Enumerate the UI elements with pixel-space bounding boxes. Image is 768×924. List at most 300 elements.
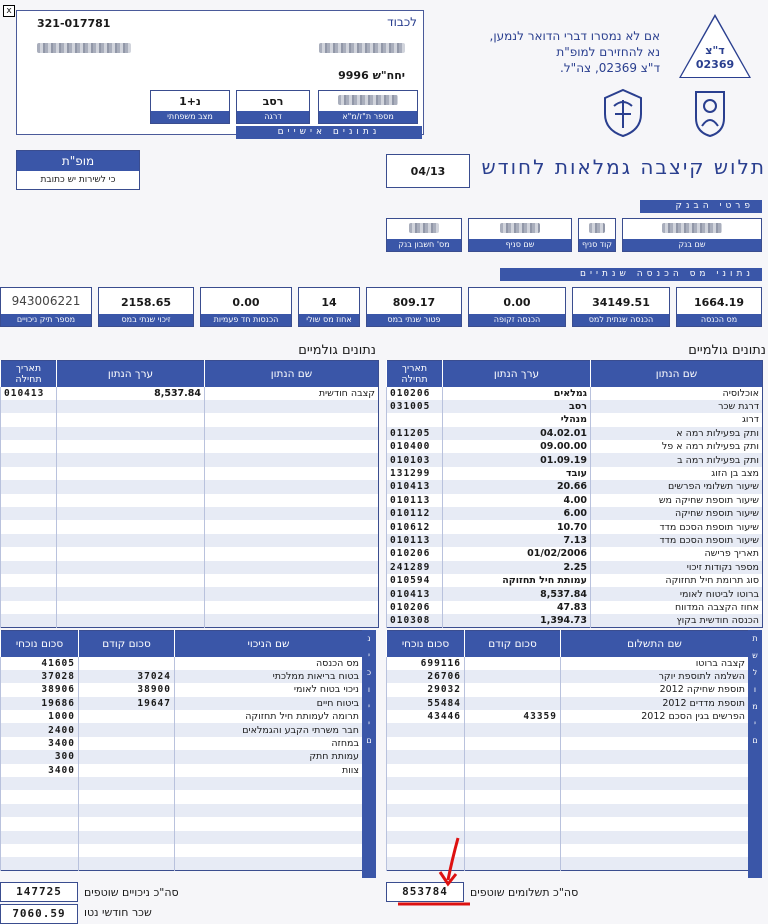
return-notice-line3: ד"צ 02369, צה"ל. [560,61,660,75]
row-name [205,520,379,533]
row-prev: 37024 [79,670,175,683]
row-date [1,534,57,547]
month-value: 04/13 [410,165,446,178]
row-prev [465,697,561,710]
table-row [387,587,763,600]
table-row [1,817,363,830]
row-name [205,561,379,574]
row-prev [79,764,175,777]
row-value: 04.02.01 [443,427,591,440]
row-name [175,844,363,857]
branch-code-box [578,218,616,252]
mofet-title: מופ"ת [17,151,139,171]
table-row [387,413,763,426]
row-date [1,601,57,614]
side-letter: י [368,719,370,728]
row-value [57,494,205,507]
rank-label: דרגה [237,111,309,123]
table-row [1,657,363,670]
row-current [1,831,79,844]
table-row [1,507,379,520]
row-prev [79,817,175,830]
mofet-logo [692,88,728,138]
row-name: ברוטו לביטוח לאומי [591,587,763,600]
row-name: עמותת חתק [175,750,363,763]
row-name: מס הכנסה [175,657,363,670]
row-name [205,400,379,413]
row-date: 010206 [387,387,443,400]
payments-total-value: 853784 [402,885,448,898]
deductions-total-value: 147725 [16,885,62,898]
row-date [1,520,57,533]
row-value: 01/02/2006 [443,547,591,560]
row-name [561,777,749,790]
table-row [387,737,749,750]
deductions-total-label: סה"כ ניכויים שוטפים [84,886,179,899]
tax-box-annual-credit [98,287,194,327]
row-name [561,804,749,817]
row-value [57,467,205,480]
family-status-box [150,90,230,124]
table-row [1,670,363,683]
mofet-box [16,150,140,190]
annual-exemption-label: פטור שנתי במס [367,314,461,326]
row-name: אוכלוסיה [591,387,763,400]
table-row [1,574,379,587]
table-row [387,777,749,790]
row-date: 010413 [387,480,443,493]
imputed-income-value: 0.00 [503,296,531,309]
row-date [1,561,57,574]
table-row [1,683,363,696]
row-name [561,723,749,736]
row-current [387,777,465,790]
row-date [1,574,57,587]
row-current: 55484 [387,697,465,710]
table-row [387,683,749,696]
side-letter: ו [367,685,371,694]
row-name: ותק בפעילות רמה א [591,427,763,440]
table-row [1,587,379,600]
row-prev [79,737,175,750]
row-value [57,601,205,614]
gross-data-title-right: נתונים גולמיים [688,343,766,358]
row-name [205,453,379,466]
row-name [205,467,379,480]
side-letter: ם [752,736,758,745]
deductions-side-label [362,630,376,878]
row-name: הפרשים בגין הסכם 2012 [561,710,749,723]
table-row [387,507,763,520]
row-name: הכנסה חודשית בקוץ [591,614,763,627]
row-date [1,400,57,413]
table-row [1,400,379,413]
bank-name-box [622,218,762,252]
row-prev [465,857,561,870]
row-name: ביטוח חיים [175,697,363,710]
row-prev [79,790,175,803]
tax-box-file-number [0,287,92,327]
row-name [205,480,379,493]
row-date: 241289 [387,561,443,574]
month-box [386,154,470,188]
row-value: 47.83 [443,601,591,614]
row-date [1,494,57,507]
row-name: אחוז הקצבה המדווח [591,601,763,614]
row-name [175,817,363,830]
annual-credit-label: זיכוי שנתי במס [99,314,193,326]
to-label: לכבוד [387,15,417,29]
row-date: 031005 [387,400,443,413]
row-current [387,817,465,830]
table-row [1,831,363,844]
row-prev [465,683,561,696]
row-date [1,547,57,560]
row-prev [79,710,175,723]
tax-box-annual-exemption [366,287,462,327]
row-current: 37028 [1,670,79,683]
table-row [387,453,763,466]
row-name [561,750,749,763]
row-prev [79,657,175,670]
table-row [387,427,763,440]
tax-box-one-time-income [200,287,292,327]
table-row [1,427,379,440]
income-tax-label: מס הכנסה [677,314,761,326]
table-row [1,413,379,426]
row-value: 8,537.84 [443,587,591,600]
row-prev [465,764,561,777]
row-name [205,547,379,560]
table-row [1,534,379,547]
side-letter: ו [753,685,757,694]
row-current [1,857,79,870]
row-date: 010612 [387,520,443,533]
table-row [387,534,763,547]
row-name: שיעור תוספת הסכם מדד [591,520,763,533]
row-value [57,413,205,426]
close-box[interactable]: x [3,5,15,17]
tax-box-annual-income [572,287,670,327]
row-name [175,831,363,844]
row-name [205,534,379,547]
table-row [1,387,379,400]
unit-line: יחח"ש 9996 [338,69,405,82]
tracking-number: 321-017781 [37,17,111,30]
row-date: 011205 [387,427,443,440]
family-status-value: נ+1 [179,95,201,108]
col-prev-header: סכום קודם [465,631,561,657]
row-current: 3400 [1,764,79,777]
row-date [387,413,443,426]
row-current [1,777,79,790]
row-current: 38906 [1,683,79,696]
gross-data-title-left: נתונים גולמיים [298,343,376,358]
annual-income-label: הכנסה שנתית למס [573,314,669,326]
row-value [57,427,205,440]
table-row [387,400,763,413]
document-title: תלוש קיצבה גמלאות לחודש [481,155,766,179]
row-name [205,413,379,426]
bank-header: פרטי הבנק [640,200,762,213]
table-row [387,723,749,736]
side-letter: ל [752,668,758,677]
row-name [561,817,749,830]
mofet-subtitle: כי לשירות יש כתובת [40,175,116,185]
row-prev [79,804,175,817]
row-value: 7.13 [443,534,591,547]
row-name [175,804,363,817]
row-name [205,507,379,520]
row-name: קצבה ברוטו [561,657,749,670]
side-letter: ם [366,736,372,745]
return-notice-line2: נא להחזירם למופ"ת [556,45,660,59]
table-row [387,387,763,400]
table-row [387,494,763,507]
row-value [57,561,205,574]
row-prev [465,844,561,857]
table-row [387,574,763,587]
row-current: 29032 [387,683,465,696]
row-date: 010113 [387,534,443,547]
col-date-header: תאריך תחילה [1,361,57,387]
row-name: השלמה לתוספת יוקר [561,670,749,683]
table-row [1,737,363,750]
row-name: קצבה חודשית [205,387,379,400]
row-value: 4.00 [443,494,591,507]
marginal-rate-value: 14 [321,296,337,309]
table-row [1,547,379,560]
row-name: שיעור תוספת שחיקה [591,507,763,520]
row-name [205,614,379,627]
row-name: שיעור תוספת שחיקה מש [591,494,763,507]
row-value [57,547,205,560]
row-prev [465,750,561,763]
account-box [386,218,462,252]
table-row [387,547,763,560]
table-row [1,561,379,574]
payments-total-label: סה"כ תשלומים שוטפים [470,886,579,899]
row-value [57,520,205,533]
row-value: רסב [443,400,591,413]
id-number-box [318,90,418,124]
row-value [57,614,205,627]
row-name [561,844,749,857]
row-name: צוות [175,764,363,777]
branch-name-label: שם סניף [469,239,571,251]
row-date [1,507,57,520]
row-prev: 38900 [79,683,175,696]
account-label: מס' חשבון בנק [387,239,461,251]
row-name [561,764,749,777]
row-current: 26706 [387,670,465,683]
deductions-table [0,630,363,871]
row-value: 1,394.73 [443,614,591,627]
row-current: 41605 [1,657,79,670]
row-current: 3400 [1,737,79,750]
deductions-total-box [0,882,78,902]
row-date [1,453,57,466]
row-date [1,480,57,493]
row-prev [465,737,561,750]
row-current [387,804,465,817]
net-pay-value: 7060.59 [12,907,66,920]
one-time-income-value: 0.00 [232,296,260,309]
row-date: 010113 [387,494,443,507]
gross-data-table-right [386,360,763,628]
family-status-label: מצב משפחתי [151,111,229,123]
row-value [57,534,205,547]
tax-box-marginal-rate [298,287,360,327]
row-prev [465,804,561,817]
row-prev [465,723,561,736]
row-name [175,790,363,803]
table-row [1,857,363,870]
stamp-line1: ד"צ [705,44,725,57]
tax-box-imputed-income [468,287,566,327]
table-row [1,601,379,614]
col-value-header: ערך הנתון [443,361,591,387]
side-letter: ש [752,651,758,660]
income-tax-value: 1664.19 [693,296,745,309]
table-row [1,614,379,627]
row-name: תוספת מדדים 2012 [561,697,749,710]
row-name: שיעור תשלומי הפרשים [591,480,763,493]
row-value: 09.00.00 [443,440,591,453]
row-name: שיעור תוספת הסכם מדד [591,534,763,547]
side-letter: ת [752,634,758,643]
table-row [387,697,749,710]
row-name [175,857,363,870]
row-value [57,453,205,466]
row-date: 010413 [1,387,57,400]
one-time-income-label: הכנסות חד פעמיות [201,314,291,326]
row-date: 010413 [387,587,443,600]
col-value-header: ערך הנתון [57,361,205,387]
row-prev [465,657,561,670]
row-name: ניכוי בטוח לאומי [175,683,363,696]
annual-income-value: 34149.51 [592,296,650,309]
row-current [1,804,79,817]
row-name: חבר משרתי הקבע והגמלאים [175,723,363,736]
side-letter: כ [366,668,372,677]
table-row [387,561,763,574]
row-current [387,737,465,750]
row-current: 19686 [1,697,79,710]
row-name: ותק בפעילות רמה א פל [591,440,763,453]
row-name: תרומה לעמותת חיל תחזוקה [175,710,363,723]
row-name: מצב בן הזוג [591,467,763,480]
row-value [57,587,205,600]
return-notice [440,28,660,76]
side-letter: נ [367,634,371,643]
table-row [1,764,363,777]
row-name [561,831,749,844]
col-current-header: סכום נוכחי [387,631,465,657]
table-row [387,790,749,803]
row-name [561,857,749,870]
row-name [205,574,379,587]
row-name [205,427,379,440]
annual-exemption-value: 809.17 [392,296,436,309]
col-name-header: שם הניכוי [175,631,363,657]
row-name: ותק בפעילות רמה ב [591,453,763,466]
row-prev [79,844,175,857]
row-date [1,467,57,480]
table-row [1,453,379,466]
row-prev [465,817,561,830]
stamp-line2: 02369 [695,58,735,71]
row-prev: 19647 [79,697,175,710]
table-row [1,777,363,790]
row-current: 300 [1,750,79,763]
blurred-name-right [319,43,405,53]
row-value [57,440,205,453]
row-name: דרוג [591,413,763,426]
table-row [1,804,363,817]
bank-name-label: שם בנק [623,239,761,251]
row-current [387,764,465,777]
row-name [561,790,749,803]
row-value: גמלאים [443,387,591,400]
table-row [1,710,363,723]
row-prev [465,831,561,844]
row-name [205,494,379,507]
file-number-label: מספר תיק ניכויים [1,314,91,326]
side-letter: י [368,702,370,711]
row-date: 010400 [387,440,443,453]
side-letter: י [368,651,370,660]
row-date [1,440,57,453]
row-value [57,507,205,520]
row-value [57,400,205,413]
table-row [1,467,379,480]
table-row [1,750,363,763]
row-prev [79,831,175,844]
rank-box [236,90,310,124]
payments-side-label [748,630,762,878]
row-date [1,614,57,627]
row-current: 1000 [1,710,79,723]
col-prev-header: סכום קודם [79,631,175,657]
row-name: תוספת שחיקה 2012 [561,683,749,696]
tax-box-income-tax [676,287,762,327]
row-current [387,750,465,763]
imputed-income-label: הכנסה זקופה [469,314,565,326]
side-letter: י [754,719,756,728]
table-row [1,440,379,453]
table-row [387,467,763,480]
row-name [205,601,379,614]
row-prev: 43359 [465,710,561,723]
row-value: 6.00 [443,507,591,520]
tax-header: נתוני מס הכנסה שנתיים [500,268,762,281]
row-value: 20.66 [443,480,591,493]
branch-name-box [468,218,572,252]
row-current [387,723,465,736]
net-pay-box [0,904,78,924]
annual-credit-value: 2158.65 [120,296,172,309]
row-date: 010594 [387,574,443,587]
red-arrow-annotation [396,836,476,908]
col-name-header: שם התשלום [561,631,749,657]
row-value: 01.09.19 [443,453,591,466]
table-row [387,601,763,614]
row-date: 010206 [387,547,443,560]
row-value: 10.70 [443,520,591,533]
row-prev [79,777,175,790]
row-prev [465,777,561,790]
